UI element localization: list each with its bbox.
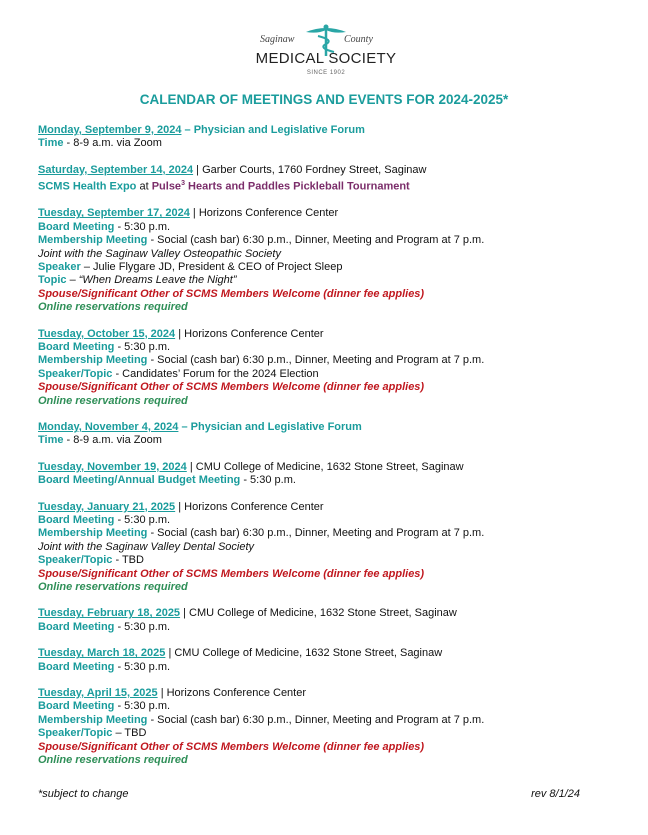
event-item	[38, 501, 618, 595]
board-meeting-time: - 5:30 p.m.	[114, 340, 171, 353]
spouse-note: Spouse/Significant Other of SCMS Members Welcome (dinner fee applies)	[38, 287, 425, 300]
event-title: – Physician and Legislative Forum	[181, 124, 365, 136]
spouse-note: Spouse/Significant Other of SCMS Members Welcome (dinner fee applies)	[38, 381, 425, 394]
board-meeting-time: - 5:30 p.m.	[240, 474, 296, 487]
speaker-topic-text: - Candidates’ Forum for the 2024 Election	[112, 367, 319, 380]
event-title: – Physician and Legislative Forum	[178, 420, 362, 433]
event-date: Monday, September 9, 2024	[38, 124, 182, 136]
event-date: Tuesday, October 15, 2024	[38, 327, 176, 340]
logo-since-text: SINCE 1902	[306, 70, 346, 76]
time-label: Time	[38, 137, 64, 150]
time-value: - 8-9 a.m. via Zoom	[63, 434, 162, 447]
joint-note: Joint with the Saginaw Valley Osteopathic Society	[38, 247, 281, 260]
speaker-topic-label: Speaker/Topic	[38, 727, 113, 740]
joint-note: Joint with the Saginaw Valley Dental Society	[38, 540, 255, 553]
revision-date: rev 8/1/24	[531, 788, 580, 800]
event-location: | CMU College of Medicine, 1632 Stone Street, Saginaw	[165, 647, 443, 660]
membership-meeting-text: - Social (cash bar) 6:30 p.m., Dinner, Meeting and Program at 7 p.m.	[147, 354, 485, 367]
membership-meeting-label: Membership Meeting	[38, 234, 148, 247]
event-location: | CMU College of Medicine, 1632 Stone Street, Saginaw	[186, 460, 464, 473]
board-meeting-label: Board Meeting	[38, 620, 115, 633]
event-date: Monday, November 4, 2024	[38, 420, 179, 433]
event-item	[38, 687, 618, 767]
time-value: - 8-9 a.m. via Zoom	[63, 137, 162, 150]
event-date: Tuesday, April 15, 2025	[38, 687, 158, 700]
event-item	[38, 328, 618, 408]
event-location: | Horizons Conference Center	[157, 687, 307, 700]
speaker-text: – Julie Flygare JD, President & CEO of Project Sleep	[80, 260, 343, 273]
pulse-name: Pulse	[151, 180, 182, 193]
membership-meeting-text: - Social (cash bar) 6:30 p.m., Dinner, Meeting and Program at 7 p.m.	[147, 713, 485, 726]
board-meeting-label: Board Meeting	[38, 660, 115, 673]
footer-note: *subject to change	[38, 788, 129, 800]
board-meeting-label: Board Meeting/Annual Budget Meeting	[38, 474, 241, 487]
event-item	[38, 164, 618, 194]
speaker-topic-label: Speaker/Topic	[38, 554, 113, 567]
reservation-note: Online reservations required	[38, 581, 188, 594]
tournament-name: Hearts and Paddles Pickleball Tournament	[184, 180, 410, 193]
society-logo	[246, 22, 406, 82]
logo-script-left: Saginaw	[260, 34, 295, 45]
speaker-topic-text: – TBD	[112, 727, 147, 740]
board-meeting-label: Board Meeting	[38, 700, 115, 713]
event-location: | Horizons Conference Center	[175, 327, 324, 340]
event-location: | Garber Courts, 1760 Fordney Street, Saginaw	[193, 163, 427, 176]
board-meeting-label: Board Meeting	[38, 514, 115, 526]
topic-dash: –	[66, 274, 79, 287]
event-location: | Horizons Conference Center	[175, 500, 324, 513]
board-meeting-time: - 5:30 p.m.	[114, 514, 171, 526]
membership-meeting-label: Membership Meeting	[38, 527, 148, 540]
board-meeting-time: - 5:30 p.m.	[114, 700, 171, 713]
membership-meeting-label: Membership Meeting	[38, 713, 148, 726]
event-date: Saturday, September 14, 2024	[38, 163, 194, 176]
membership-meeting-text: - Social (cash bar) 6:30 p.m., Dinner, Meeting and Program at 7 p.m.	[147, 234, 485, 247]
board-meeting-time: - 5:30 p.m.	[114, 220, 171, 233]
membership-meeting-label: Membership Meeting	[38, 354, 148, 367]
event-item	[38, 647, 618, 674]
page-title: CALENDAR OF MEETINGS AND EVENTS FOR 2024-2025*	[139, 92, 509, 107]
pulse-superscript: 3	[181, 180, 185, 188]
event-date: Tuesday, February 18, 2025	[38, 607, 181, 620]
reservation-note: Online reservations required	[38, 394, 188, 407]
speaker-label: Speaker	[38, 260, 81, 273]
spouse-note: Spouse/Significant Other of SCMS Members Welcome (dinner fee applies)	[38, 740, 425, 753]
time-label: Time	[38, 434, 64, 447]
membership-meeting-text: - Social (cash bar) 6:30 p.m., Dinner, Meeting and Program at 7 p.m.	[147, 527, 485, 540]
expo-label: SCMS Health Expo	[38, 180, 137, 193]
topic-text: “When Dreams Leave the Night”	[78, 274, 237, 287]
event-item	[38, 124, 618, 151]
event-location: | Horizons Conference Center	[189, 207, 339, 220]
event-date: Tuesday, November 19, 2024	[38, 460, 187, 473]
board-meeting-label: Board Meeting	[38, 340, 115, 353]
event-item	[38, 207, 618, 314]
event-item	[38, 421, 618, 448]
reservation-note: Online reservations required	[38, 754, 188, 767]
board-meeting-label: Board Meeting	[38, 220, 115, 233]
speaker-topic-text: - TBD	[112, 554, 144, 567]
board-meeting-time: - 5:30 p.m.	[114, 660, 171, 673]
logo-script-right: County	[344, 34, 373, 45]
event-item	[38, 461, 618, 488]
events-list	[38, 124, 618, 781]
speaker-topic-label: Speaker/Topic	[38, 367, 113, 380]
at-text: at	[136, 180, 152, 193]
logo-main-text: MEDICAL SOCIETY	[255, 50, 397, 67]
event-date: Tuesday, September 17, 2024	[38, 207, 190, 220]
board-meeting-time: - 5:30 p.m.	[114, 620, 171, 633]
event-date: Tuesday, March 18, 2025	[38, 647, 166, 660]
topic-label: Topic	[38, 274, 67, 287]
spouse-note: Spouse/Significant Other of SCMS Members Welcome (dinner fee applies)	[38, 567, 425, 580]
event-item	[38, 607, 618, 634]
reservation-note: Online reservations required	[38, 301, 188, 314]
event-location: | CMU College of Medicine, 1632 Stone Street, Saginaw	[180, 607, 457, 620]
event-date: Tuesday, January 21, 2025	[38, 500, 176, 513]
